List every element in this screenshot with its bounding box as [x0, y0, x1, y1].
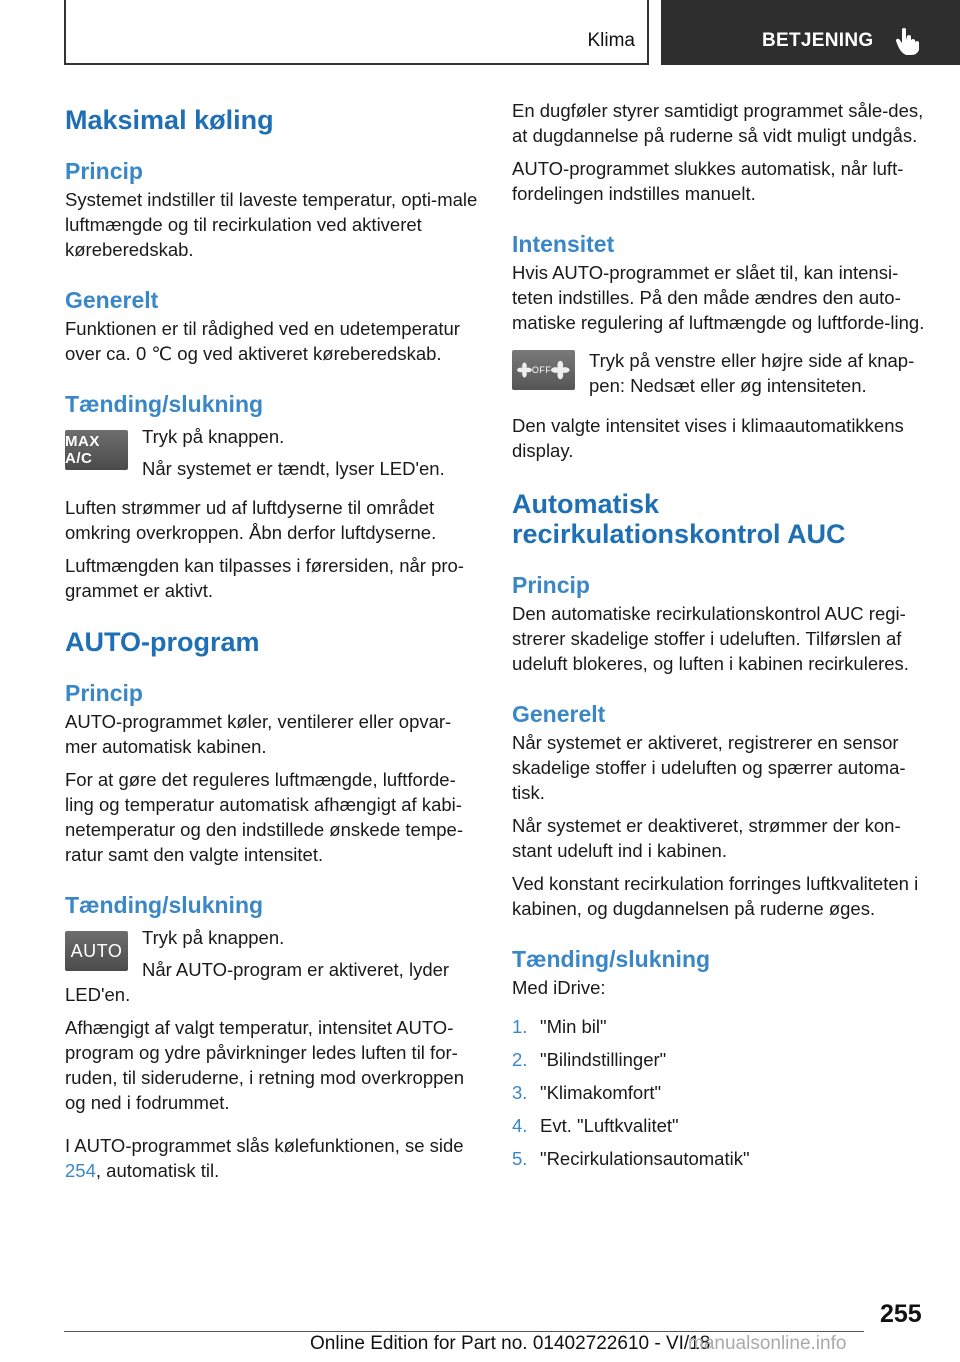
auto-icon-label: AUTO [70, 940, 123, 961]
list-item [512, 1047, 928, 1072]
paragraph: Tryk på knappen. [142, 927, 285, 948]
page-reference-link[interactable]: 254 [65, 1160, 96, 1181]
step-number: 4. [512, 1115, 528, 1136]
step-number: 5. [512, 1148, 528, 1169]
heading-generelt: Generelt [512, 701, 606, 727]
left-column [65, 98, 481, 1183]
footer-divider [64, 1331, 864, 1332]
list-item [512, 1146, 928, 1171]
fan-icon [551, 360, 570, 380]
heading-automatisk-recirkulationskontrol: Automatisk recirkulationskontrol AUC [512, 489, 846, 549]
step-text: "Bilindstillinger" [540, 1049, 667, 1070]
step-number: 2. [512, 1049, 528, 1070]
paragraph: Med iDrive: [512, 977, 606, 998]
auto-button-icon [65, 931, 128, 971]
paragraph: Luften strømmer ud af luftdyserne til området omkring overkroppen. Åbn derfor luftdyserne. [65, 497, 437, 543]
list-item [512, 1113, 928, 1138]
list-item [512, 1080, 928, 1105]
max-ac-button-icon [65, 430, 128, 470]
heading-princip: Princip [512, 572, 590, 598]
heading-auto-program: AUTO-program [65, 627, 260, 657]
list-item [512, 1014, 928, 1039]
paragraph: Den valgte intensitet vises i klimaautomatikkens display. [512, 415, 904, 461]
paragraph: Når systemet er tændt, lyser LED'en. [142, 458, 445, 479]
step-text: Evt. "Luftkvalitet" [540, 1115, 679, 1136]
page-number: 255 [880, 1300, 922, 1328]
idrive-steps-list [512, 1014, 928, 1171]
paragraph: Luftmængden kan tilpasses i førersiden, når pro-grammet er aktivt. [65, 555, 464, 601]
heading-princip: Princip [65, 158, 143, 184]
paragraph: Når systemet er aktiveret, registrerer en sensor skadelige stoffer i udeluften og spærrer automa-tisk. [512, 732, 906, 803]
paragraph: Den automatiske recirkulationskontrol AUC regi-strerer skadelige stoffer i udeluften. Tilførslen af udeluft blokeres, og luften i kabinen recirkuleres. [512, 603, 909, 674]
paragraph: AUTO-programmet slukkes automatisk, når luft-fordelingen indstilles manuelt. [512, 158, 904, 204]
paragraph: Funktionen er til rådighed ved en udetemperatur over ca. 0 ℃ og ved aktiveret køreberedskab. [65, 318, 460, 364]
paragraph: Systemet indstiller til laveste temperatur, opti-male luftmængde og til recirkulation ved aktiveret køreberedskab. [65, 189, 478, 260]
paragraph: Når systemet er deaktiveret, strømmer der kon-stant udeluft ind i kabinen. [512, 815, 901, 861]
header-section-box [64, 0, 649, 65]
paragraph: For at gøre det reguleres luftmængde, luftforde-ling og temperatur automatisk afhængigt af kabi-netemperatur og den indstillede ønskede tempe-ratur samt den valgte intensitet. [65, 769, 463, 865]
fan-icon [517, 362, 532, 378]
header-chapter-title: BETJENING [762, 30, 874, 51]
paragraph: Ved konstant recirkulation forringes luftkvaliteten i kabinen, og dugdannelsen på ruderne øges. [512, 873, 919, 919]
hand-pointer-icon [895, 26, 921, 56]
step-number: 3. [512, 1082, 528, 1103]
paragraph: Afhængigt af valgt temperatur, intensitet AUTO-program og ydre påvirkninger ledes luften til for-ruden, til sideruderne, i retning mod overkroppen og ned i fodrummet. [65, 1017, 465, 1113]
paragraph [65, 1133, 481, 1183]
step-text: "Klimakomfort" [540, 1082, 662, 1103]
paragraph-text: I AUTO-programmet slås kølefunktionen, se side [65, 1135, 464, 1156]
fan-intensity-button-icon [512, 350, 575, 390]
step-text: "Recirkulationsautomatik" [540, 1148, 750, 1169]
paragraph: Hvis AUTO-programmet er slået til, kan intensi-teten indstilles. På den måde ændres den auto-matiske regulering af luftmængde og luftforde-ling. [512, 262, 925, 333]
heading-taending-slukning: Tænding/slukning [65, 892, 264, 918]
heading-princip: Princip [65, 680, 143, 706]
step-number: 1. [512, 1016, 528, 1037]
heading-taending-slukning: Tænding/slukning [65, 391, 264, 417]
step-text: "Min bil" [540, 1016, 607, 1037]
paragraph-text: , automatisk til. [95, 1160, 220, 1181]
edition-text: Online Edition for Part no. 01402722610 - VI/18 [310, 1333, 711, 1354]
paragraph: Tryk på venstre eller højre side af knap-pen: Nedsæt eller øg intensiteten. [589, 350, 915, 396]
paragraph: Tryk på knappen. [142, 426, 285, 447]
fan-off-label: OFF [531, 365, 552, 375]
paragraph: En dugføler styrer samtidigt programmet såle-des, at dugdannelse på ruderne så vidt muligt undgås. [512, 100, 924, 146]
heading-generelt: Generelt [65, 287, 159, 313]
max-ac-icon-label: MAX A/C [65, 433, 100, 467]
heading-intensitet: Intensitet [512, 231, 615, 257]
watermark-text: manualsonline.info [688, 1333, 847, 1354]
auto-led-text: Når AUTO-program er aktiveret, lyder LED'en. [65, 959, 450, 1005]
heading-maksimal-koling: Maksimal køling [65, 105, 274, 135]
heading-taending-slukning: Tænding/slukning [512, 946, 711, 972]
paragraph: AUTO-programmet køler, ventilerer eller opvar-mer automatisk kabinen. [65, 711, 452, 757]
right-column [512, 98, 928, 1179]
header-section-title: Klima [587, 30, 635, 51]
